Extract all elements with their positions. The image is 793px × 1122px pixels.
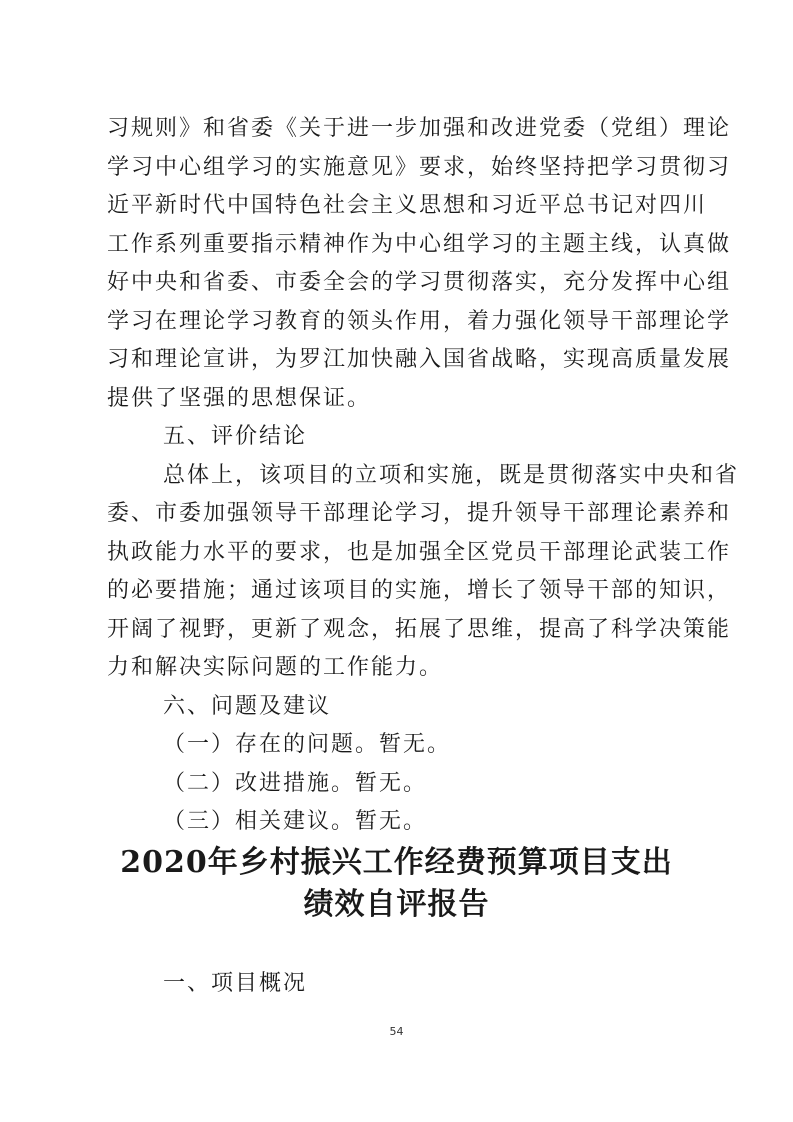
paragraph-line: 的必要措施；通过该项目的实施，增长了领导干部的知识， [107, 578, 732, 603]
paragraph-line: 力和解决实际问题的工作能力。 [107, 655, 444, 680]
report-title-line-1: 2020年乡村振兴工作经费预算项目支出 [120, 845, 673, 880]
paragraph-line: 学习中心组学习的实施意见》要求，始终坚持把学习贯彻习 [107, 154, 732, 180]
paragraph-line: 学习在理论学习教育的领头作用，着力强化领导干部理论学 [107, 308, 732, 334]
report-title-line-2: 绩效自评报告 [303, 887, 490, 922]
paragraph-line: 习和理论宣讲，为罗江加快融入国省战略，实现高质量发展 [107, 347, 732, 372]
section-heading-project-overview: 一、项目概况 [163, 971, 308, 996]
paragraph-line: 总体上，该项目的立项和实施，既是贯彻落实中央和省 [163, 462, 740, 488]
report-title [0, 842, 793, 926]
page-number: 54 [389, 1025, 404, 1038]
list-item: （三）相关建议。暂无。 [163, 809, 428, 834]
list-item: （二）改进措施。暂无。 [163, 770, 428, 796]
paragraph-line: 近平新时代中国特色社会主义思想和习近平总书记对四川 [107, 193, 708, 218]
paragraph-line: 好中央和省委、市委全会的学习贯彻落实，充分发挥中心组 [107, 270, 732, 295]
paragraph-line: 工作系列重要指示精神作为中心组学习的主题主线，认真做 [107, 231, 732, 257]
paragraph-line: 执政能力水平的要求，也是加强全区党员干部理论武装工作 [107, 539, 732, 565]
section-heading-issues-suggestions: 六、问题及建议 [163, 693, 332, 719]
section-heading-evaluation-conclusion: 五、评价结论 [163, 424, 308, 449]
paragraph-line: 委、市委加强领导干部理论学习，提升领导干部理论素养和 [107, 501, 732, 526]
body-text [107, 110, 740, 842]
paragraph-line: 提供了坚强的思想保证。 [107, 385, 372, 411]
paragraph-line: 习规则》和省委《关于进一步加强和改进党委（党组）理论 [107, 116, 732, 141]
list-item: （一）存在的问题。暂无。 [163, 732, 452, 757]
paragraph-line: 开阔了视野，更新了观念，拓展了思维，提高了科学决策能 [107, 616, 732, 642]
